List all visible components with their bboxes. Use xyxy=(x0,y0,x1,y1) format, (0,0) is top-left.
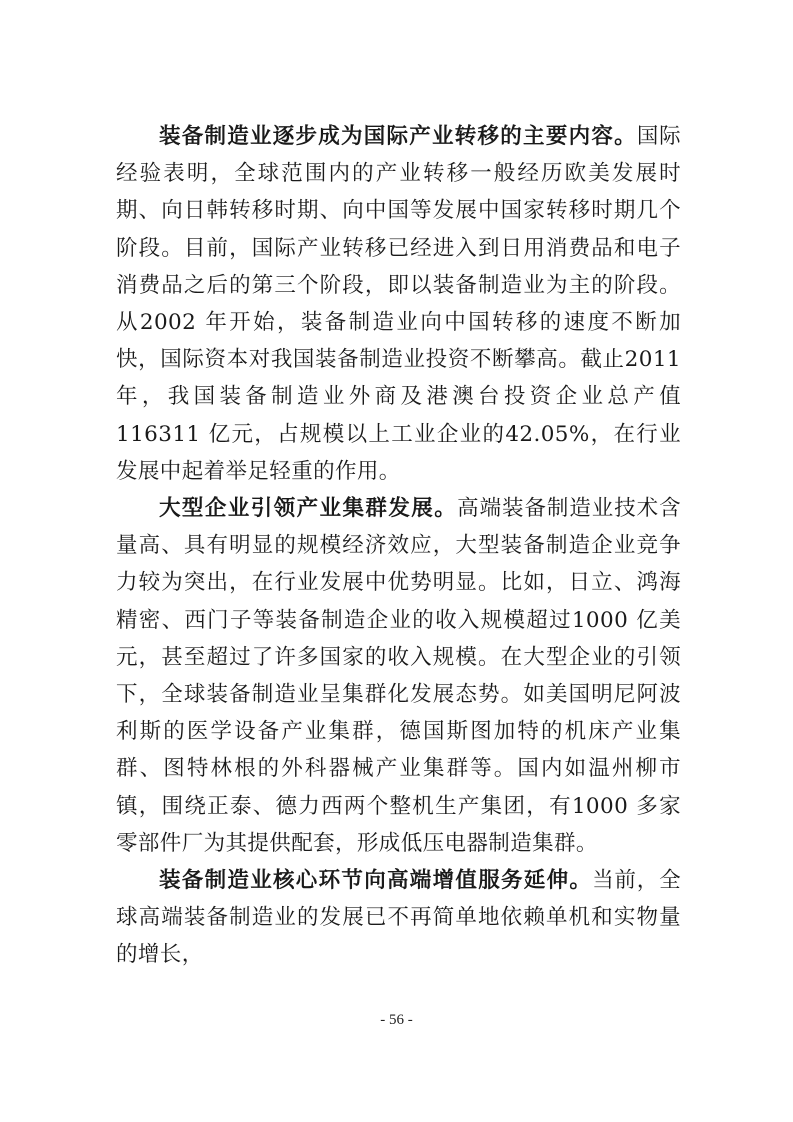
document-body xyxy=(116,118,681,974)
paragraph-text: 当前，全球高端装备制造业的发展已不再简单地依赖单机和实物量的增长， xyxy=(116,868,681,968)
paragraph-text: 国际经验表明，全球范围内的产业转移一般经历欧美发展时期、向日韩转移时期、向中国等发展中国家转移时期几个阶段。目前，国际产业转移已经进入到日用消费品和电子消费品之后的第三个阶段，即以装备制造业为主的阶段。从2002 年开始，装备制造业向中国转移的速度不断加快，国际资本对我国装备制造业投资不断攀高。截止2011 年，我国装备制造业外商及港澳台投资企业总产值116311 亿元，占规模以上工业企业的42.05%，在行业发展中起着举足轻重的作用。 xyxy=(116,124,681,484)
paragraph-value-added-services xyxy=(116,862,681,974)
paragraph-heading: 装备制造业逐步成为国际产业转移的主要内容。 xyxy=(159,124,637,149)
paragraph-international-transfer xyxy=(116,118,681,490)
paragraph-heading: 装备制造业核心环节向高端增值服务延伸。 xyxy=(159,868,593,894)
page-number: - 56 - xyxy=(380,1012,413,1028)
paragraph-text: 高端装备制造业技术含量高、具有明显的规模经济效应，大型装备制造企业竞争力较为突出，在行业发展中优势明显。比如，日立、鸿海精密、西门子等装备制造企业的收入规模超过1000 亿美元，甚至超过了许多国家的收入规模。在大型企业的引领下，全球装备制造业呈集群化发展态势。如美国明尼阿波利斯的医学设备产业集群，德国斯图加特的机床产业集群、图特林根的外科器械产业集群等。国内如温州柳市镇，围绕正泰、德力西两个整机生产集团，有1000 多家零部件厂为其提供配套，形成低压电器制造集群。 xyxy=(116,496,681,856)
paragraph-heading: 大型企业引领产业集群发展。 xyxy=(159,496,458,522)
paragraph-industrial-clusters xyxy=(116,490,681,862)
